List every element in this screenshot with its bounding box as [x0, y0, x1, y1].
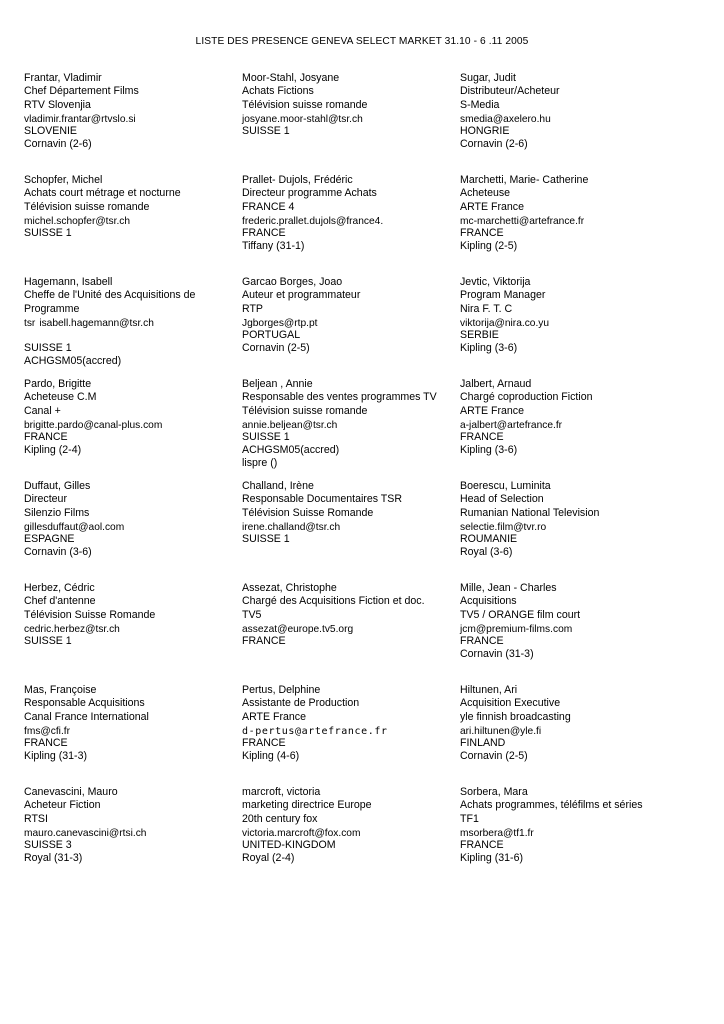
email-address: viktorija@nira.co.yu [460, 318, 550, 330]
entry-line: Program Manager [460, 289, 546, 302]
email-address: d-pertus@artefrance.fr [242, 726, 388, 738]
participant-entry [460, 480, 675, 559]
email-address: frederic.prallet.dujols@france4. [242, 216, 384, 228]
email-address: Jgborges@rtp.pt [242, 318, 318, 330]
email-address: annie.beljean@tsr.ch [242, 420, 338, 432]
participant-entry [242, 72, 457, 138]
participant-entry [242, 276, 457, 355]
participant-name: Duffaut, Gilles [24, 480, 91, 492]
entry-line: FRANCE [24, 430, 68, 443]
entry-line: SUISSE 1 [242, 124, 290, 137]
entry-line: TF1 [460, 812, 479, 825]
entry-line: ROUMANIE [460, 532, 518, 545]
entry-line: SUISSE 1 [24, 226, 72, 239]
entry-line: ARTE France [460, 404, 524, 417]
entry-line: Rumanian National Television [460, 506, 600, 519]
page-title: LISTE DES PRESENCE GENEVA SELECT MARKET 31.10 - 6 .11 2005 [195, 36, 529, 47]
entry-line: Chargé des Acquisitions Fiction et doc. [242, 595, 425, 608]
participant-entry [460, 582, 675, 661]
email-address: cedric.herbez@tsr.ch [24, 624, 120, 636]
entry-line: SUISSE 1 [24, 342, 72, 355]
participant-name: Pardo, Brigitte [24, 378, 92, 390]
entry-line: FRANCE [460, 838, 504, 851]
entry-line: Cornavin (2-5) [242, 342, 310, 355]
email-address: gillesduffaut@aol.com [24, 522, 125, 534]
email-address: assezat@europe.tv5.org [242, 624, 354, 636]
entry-line: Royal (31-3) [24, 852, 83, 865]
entry-line: Cornavin (2-6) [460, 138, 528, 151]
entry-line: SUISSE 3 [24, 838, 72, 851]
participant-entry [242, 684, 457, 763]
entry-line: Achats Fictions [242, 85, 314, 98]
entry-line: Directeur [24, 493, 67, 506]
entry-line: ACHGSM05(accred) [24, 355, 122, 368]
entry-line: Canal + [24, 404, 61, 417]
entry-line: Kipling (2-5) [460, 240, 518, 253]
entry-line: Royal (3-6) [460, 546, 513, 559]
entry-line: Directeur programme Achats [242, 187, 377, 200]
entry-line: FRANCE [24, 736, 68, 749]
participant-entry [242, 582, 457, 648]
entry-line: FRANCE 4 [242, 200, 295, 213]
email-address: victoria.marcroft@fox.com [242, 828, 361, 840]
entry-line: UNITED-KINGDOM [242, 838, 336, 851]
entry-line: TV5 / ORANGE film court [460, 608, 581, 621]
participant-name: Frantar, Vladimir [24, 72, 102, 84]
entry-line: FRANCE [460, 226, 504, 239]
email-address: jcm@premium-films.com [460, 624, 573, 636]
entry-line: SERBIE [460, 328, 499, 341]
email-address: fms@cfi.fr [24, 726, 70, 738]
participant-name: Mas, Françoise [24, 684, 97, 696]
email-address: smedia@axelero.hu [460, 114, 551, 126]
participant-name: Jalbert, Arnaud [460, 378, 532, 390]
entry-line: Responsable Documentaires TSR [242, 493, 402, 506]
entry-line: 20th century fox [242, 812, 318, 825]
entry-line: Acquisitions [460, 595, 517, 608]
entry-line: FRANCE [460, 430, 504, 443]
entry-line: FRANCE [242, 226, 286, 239]
participant-name: Sorbera, Mara [460, 786, 528, 798]
participant-entry [460, 276, 675, 355]
email-address: mauro.canevascini@rtsi.ch [24, 828, 147, 840]
participant-entry [460, 174, 675, 253]
entry-line: Acheteuse C.M [24, 391, 97, 404]
entry-line: ARTE France [460, 200, 524, 213]
participant-name: Moor-Stahl, Josyane [242, 72, 340, 84]
entry-line: Tiffany (31-1) [242, 240, 305, 253]
participant-name: Challand, Irène [242, 480, 314, 492]
entry-line: FRANCE [460, 634, 504, 647]
participant-name: Marchetti, Marie- Catherine [460, 174, 589, 186]
entry-line: Royal (2-4) [242, 852, 295, 865]
participant-name: Boerescu, Luminita [460, 480, 551, 492]
entry-line: RTP [242, 302, 263, 315]
entry-line: Chargé coproduction Fiction [460, 391, 593, 404]
entry-line: SUISSE 1 [242, 430, 290, 443]
blank-line [24, 329, 239, 342]
participant-entry [242, 378, 457, 471]
entry-line: Cornavin (2-5) [460, 750, 528, 763]
entry-line: Auteur et programmateur [242, 289, 361, 302]
entry-line: ARTE France [242, 710, 306, 723]
entry-line: marketing directrice Europe [242, 799, 372, 812]
participant-entry [242, 786, 457, 865]
participant-name: Jevtic, Viktorija [460, 276, 531, 288]
entry-line: HONGRIE [460, 124, 510, 137]
participant-entry [242, 480, 457, 546]
entry-line: Acheteuse [460, 187, 511, 200]
email-address: ari.hiltunen@yle.fi [460, 726, 542, 738]
entry-line: TV5 [242, 608, 262, 621]
entry-line: Kipling (3-6) [460, 444, 518, 457]
participant-entry [24, 378, 239, 457]
entry-line: RTV Slovenjia [24, 98, 91, 111]
email-address: mc-marchetti@artefrance.fr [460, 216, 585, 228]
entry-line: Chef Département Films [24, 85, 139, 98]
entry-line: Chef d'antenne [24, 595, 96, 608]
participant-entry [24, 684, 239, 763]
email-address: vladimir.frantar@rtvslo.si [24, 114, 136, 126]
participant-entry [460, 684, 675, 763]
entry-line: Kipling (3-6) [460, 342, 518, 355]
participant-name: Prallet- Dujols, Frédéric [242, 174, 353, 186]
entry-line: PORTUGAL [242, 328, 301, 341]
entry-line: Silenzio Films [24, 506, 90, 519]
participant-name: Hagemann, Isabell [24, 276, 113, 288]
participant-entry [24, 786, 239, 865]
participant-entry [460, 72, 675, 151]
participant-name: Beljean , Annie [242, 378, 313, 390]
entry-line: SLOVENIE [24, 124, 77, 137]
email-address: michel.schopfer@tsr.ch [24, 216, 131, 228]
entry-line: Acheteur Fiction [24, 799, 101, 812]
entry-line: FRANCE [242, 736, 286, 749]
participant-entry [24, 582, 239, 648]
entry-line: Télévision suisse romande [24, 200, 150, 213]
participant-name: Pertus, Delphine [242, 684, 321, 696]
participant-name: Mille, Jean - Charles [460, 582, 557, 594]
entry-line: Canal France International [24, 710, 149, 723]
participant-name: Assezat, Christophe [242, 582, 337, 594]
entry-line: Cornavin (2-6) [24, 138, 92, 151]
entry-line: yle finnish broadcasting [460, 710, 571, 723]
entry-line: ACHGSM05(accred) [242, 444, 340, 457]
entry-line: Kipling (4-6) [242, 750, 300, 763]
entry-line: Responsable Acquisitions [24, 697, 145, 710]
entry-line: Kipling (2-4) [24, 444, 82, 457]
entry-line: Achats court métrage et nocturne [24, 187, 181, 200]
email-address: selectie.film@tvr.ro [460, 522, 547, 534]
participant-entry [460, 378, 675, 457]
entry-line: S-Media [460, 98, 500, 111]
entry-line: Télévision suisse romande [242, 404, 368, 417]
participant-entry [242, 174, 457, 253]
email-address: josyane.moor-stahl@tsr.ch [242, 114, 363, 126]
entry-line: Responsable des ventes programmes TV [242, 391, 437, 404]
entry-line: Programme [24, 302, 80, 315]
entry-line: Nira F. T. C [460, 302, 513, 315]
entry-line: SUISSE 1 [24, 634, 72, 647]
participant-name: marcroft, victoria [242, 786, 321, 798]
entry-line: ESPAGNE [24, 532, 75, 545]
entry-line: Télévision Suisse Romande [24, 608, 156, 621]
participant-name: Garcao Borges, Joao [242, 276, 343, 288]
participant-name: Hiltunen, Ari [460, 684, 518, 696]
entry-line: Kipling (31-6) [460, 852, 524, 865]
participant-name: Canevascini, Mauro [24, 786, 118, 798]
email-prefix: tsr [24, 318, 36, 330]
email-address: msorbera@tf1.fr [460, 828, 534, 840]
entry-line: Distributeur/Acheteur [460, 85, 560, 98]
entry-line: lispre () [242, 457, 278, 470]
email-address: brigitte.pardo@canal-plus.com [24, 420, 163, 432]
entry-line: Head of Selection [460, 493, 544, 506]
email-address: irene.challand@tsr.ch [242, 522, 341, 534]
entry-line: Assistante de Production [242, 697, 360, 710]
participant-entry [24, 174, 239, 240]
entry-line: Cheffe de l'Unité des Acquisitions de [24, 289, 196, 302]
entry-line: RTSI [24, 812, 48, 825]
entry-line: Cornavin (31-3) [460, 648, 534, 661]
entry-line: Acquisition Executive [460, 697, 561, 710]
participant-name: Sugar, Judit [460, 72, 516, 84]
participant-name: Herbez, Cédric [24, 582, 95, 594]
entry-line: Kipling (31-3) [24, 750, 88, 763]
participant-entry [460, 786, 675, 865]
participant-name: Schopfer, Michel [24, 174, 103, 186]
email-address: a-jalbert@artefrance.fr [460, 420, 563, 432]
entry-line: FINLAND [460, 736, 506, 749]
email-address: isabell.hagemann@tsr.ch [39, 318, 154, 330]
entry-line: Achats programmes, téléfilms et séries [460, 799, 643, 812]
entry-line: Télévision suisse romande [242, 98, 368, 111]
entry-line: FRANCE [242, 634, 286, 647]
entry-line: SUISSE 1 [242, 532, 290, 545]
participant-entry [24, 72, 239, 151]
participant-entry [24, 276, 239, 369]
entry-line: Télévision Suisse Romande [242, 506, 374, 519]
entry-line: Cornavin (3-6) [24, 546, 92, 559]
participant-entry [24, 480, 239, 559]
